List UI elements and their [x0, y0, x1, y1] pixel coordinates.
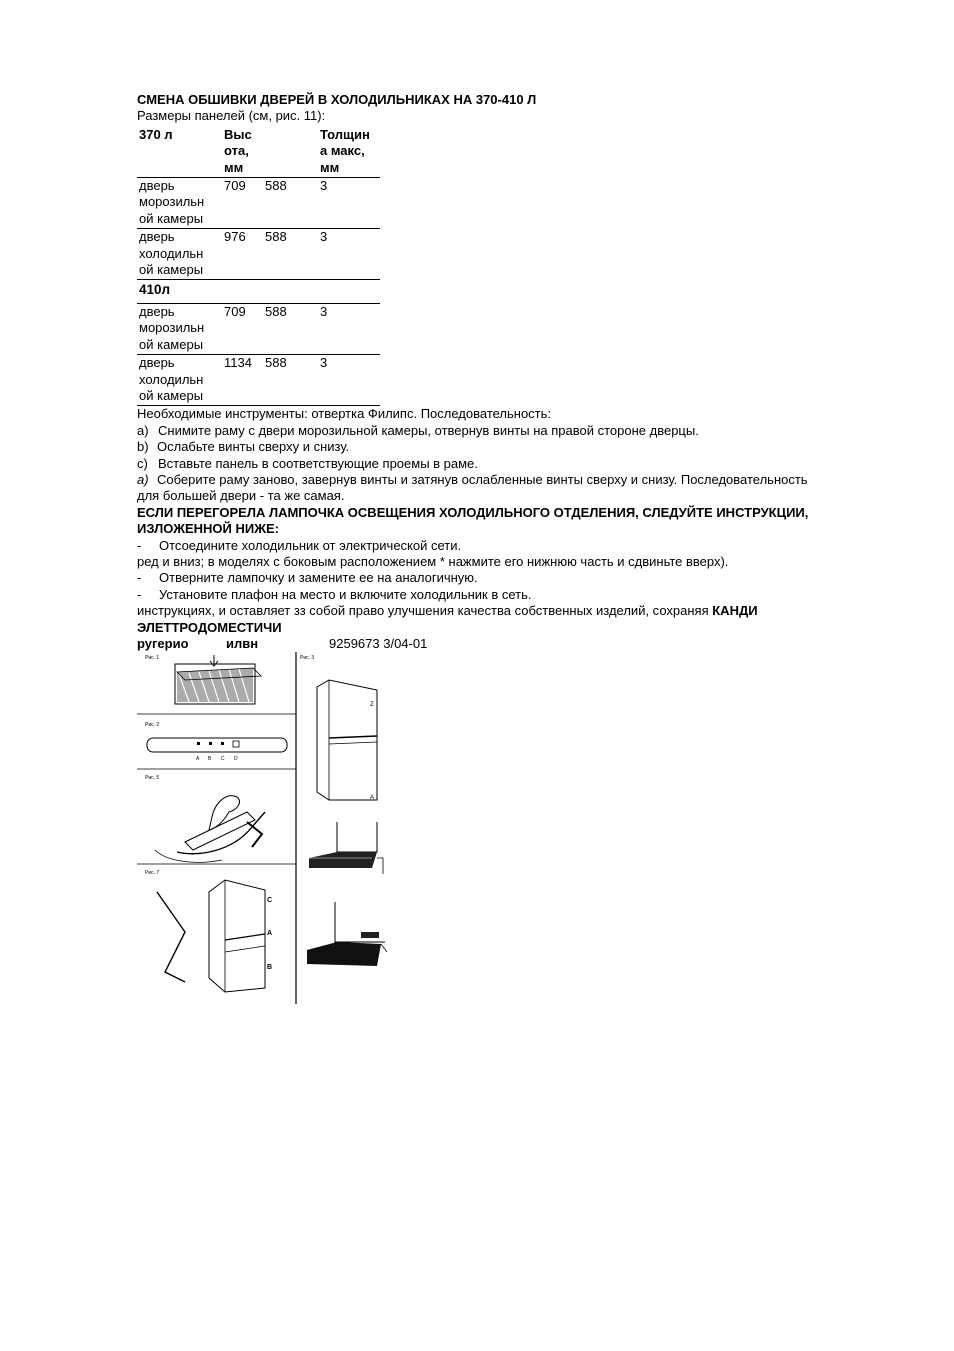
figure-3-label: Рис. 3	[300, 655, 315, 661]
figure-3	[300, 655, 387, 966]
illustrations	[137, 652, 387, 1004]
document-footer: ругерио илвн 9259673 3/04-01	[137, 636, 428, 651]
figure-5-label: Рис. 5	[145, 775, 160, 781]
figure-7	[145, 870, 272, 992]
step-d-continued: для большей двери - та же самая.	[137, 488, 345, 504]
figure-7-label: Рис. 7	[145, 870, 160, 876]
tools-text: Необходимые инструменты: отвертка Филипс. Последовательность:	[137, 406, 552, 422]
figure-7-callout-b: B	[267, 964, 273, 971]
figure-1-label: Рис. 1	[145, 655, 160, 661]
panel-sizes-caption: Размеры панелей (см, рис. 11):	[137, 108, 326, 124]
figure-3-callout-z: Z	[370, 702, 374, 708]
table-header-height: Выс ота, мм	[224, 126, 252, 175]
table-header-model: 370 л	[139, 126, 173, 142]
panel-sizes-table	[137, 127, 380, 407]
table-header-width	[263, 127, 318, 178]
section-title: СМЕНА ОБШИВКИ ДВЕРЕЙ В ХОЛОДИЛЬНИКАХ НА 370-410 Л	[137, 92, 537, 107]
figure-5	[145, 775, 265, 862]
company-name: ЭЛЕТТРОДОМЕСТИЧИ	[137, 619, 282, 635]
figure-2	[145, 722, 287, 762]
figures-svg	[137, 652, 387, 1004]
table-row: дверь морозильн ой камеры 709 588 3	[137, 178, 380, 229]
figure-3-callout-a: A	[370, 795, 375, 801]
lamp-heading-line2: ИЗЛОЖЕННОЙ НИЖЕ:	[137, 521, 279, 537]
table-row: дверь морозильн ой камеры 709 588 3	[137, 303, 380, 354]
step-a: a) Снимите раму с двери морозильной камеры, отвернув винты на правой стороне дверцы.	[137, 422, 699, 438]
closing-text: инструкциях, и оставляет зз собой право улучшения качества собственных изделий, сохраняя КАНДИ	[137, 603, 758, 619]
figure-1	[145, 655, 261, 704]
lamp-mid-text: ред и вниз; в моделях с боковым расположением * нажмите его нижнюю часть и сдвиньте вверх).	[137, 553, 729, 569]
step-b: b) Ослабьте винты сверху и снизу.	[137, 439, 350, 455]
step-d: a) Соберите раму заново, завернув винты и затянув ослабленные винты сверху и снизу. Последовательность	[137, 471, 808, 487]
figure-2-callout-a: A	[196, 756, 200, 762]
lamp-step: - Отверните лампочку и замените ее на аналогичную.	[137, 570, 478, 586]
table-row: дверь холодильн ой камеры 976 588 3	[137, 229, 380, 280]
figure-2-callout-b: B	[208, 756, 212, 762]
figure-2-callout-c: C	[221, 756, 225, 762]
lamp-step: - Установите плафон на место и включите холодильник в сеть.	[137, 586, 532, 602]
figure-7-callout-c: C	[267, 897, 273, 904]
step-c: c) Вставьте панель в соответствующие проемы в раме.	[137, 455, 478, 471]
lamp-heading-line1: ЕСЛИ ПЕРЕГОРЕЛА ЛАМПОЧКА ОСВЕЩЕНИЯ ХОЛОДИЛЬНОГО ОТДЕЛЕНИЯ, СЛЕДУЙТЕ ИНСТРУКЦИИ,	[137, 504, 809, 520]
document-page	[137, 92, 897, 652]
figure-2-callout-d: D	[234, 756, 238, 762]
figure-2-label: Рис. 2	[145, 722, 160, 728]
table-row: дверь холодильн ой камеры 1134 588 3	[137, 355, 380, 406]
lamp-step: - Отсоедините холодильник от электрической сети.	[137, 537, 462, 553]
table-row-model-410: 410л	[137, 280, 380, 303]
table-header-thickness: Толщин а макс, мм	[320, 126, 370, 175]
figure-7-callout-a: A	[267, 930, 273, 937]
